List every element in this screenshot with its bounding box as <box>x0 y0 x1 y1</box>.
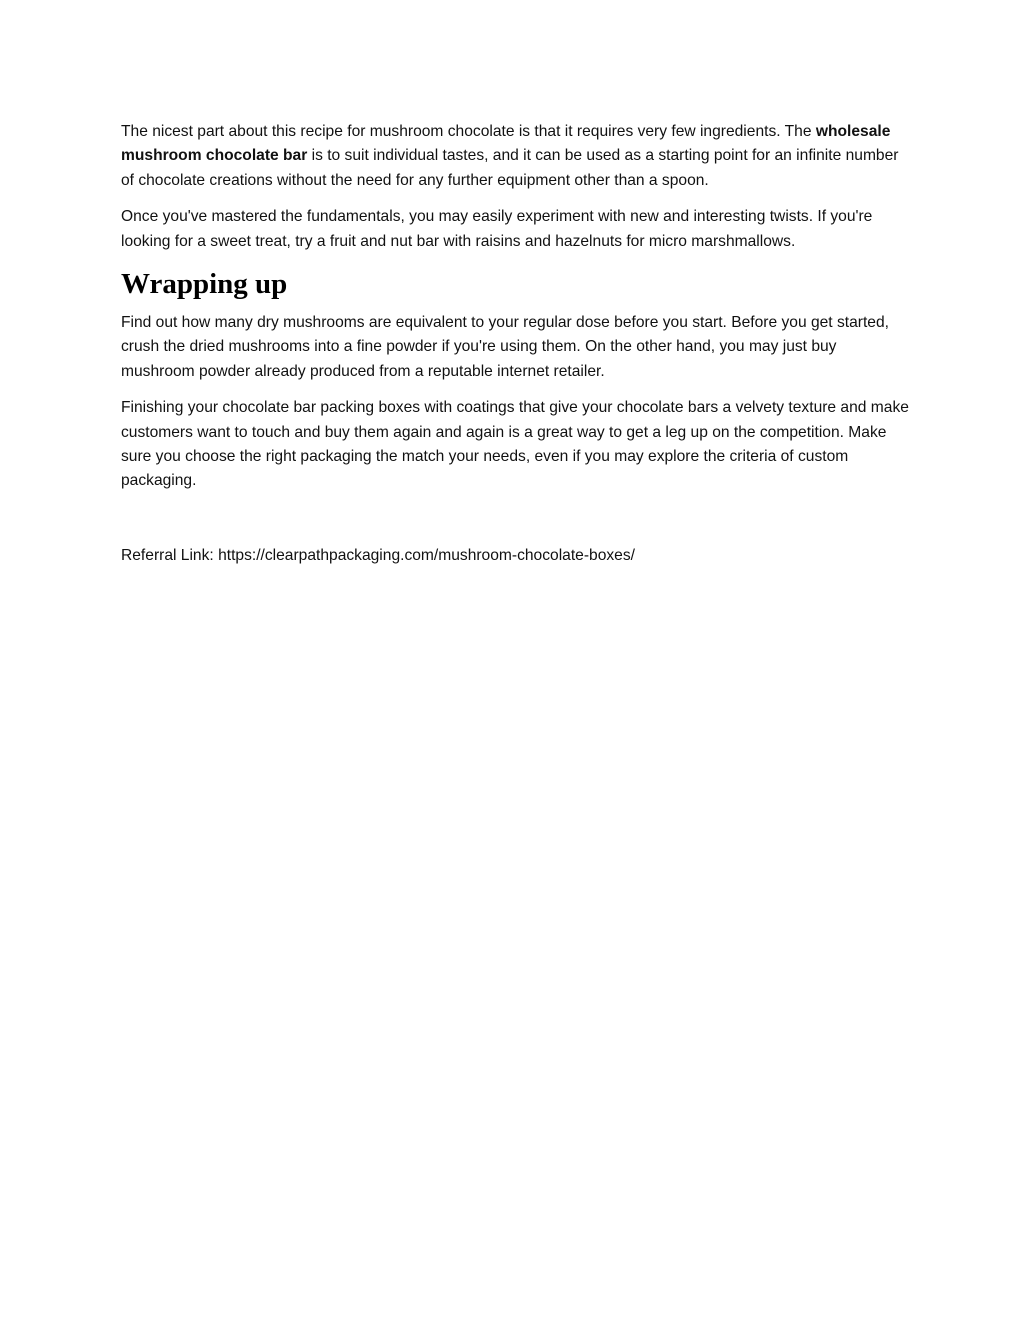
paragraph-intro-text-end: is to suit individual tastes, and it can be used as a starting point for an infinite number of chocolate creations without the need for any further equipment other than a spoon. <box>121 147 899 189</box>
paragraph-intro-text-start: The nicest part about this recipe for mushroom chocolate is that it requires very few ingredients. The <box>121 123 816 140</box>
section-heading: Wrapping up <box>121 268 288 301</box>
paragraph-intro <box>121 120 911 193</box>
paragraph-dry-mushrooms: Find out how many dry mushrooms are equivalent to your regular dose before you start. Before you get started, crush the dried mushrooms into a fine powder if you're using them. On the other hand, you may just buy mushroom powder already produced from a reputable internet retailer. <box>121 314 889 380</box>
document-body <box>121 120 911 580</box>
paragraph-fundamentals: Once you've mastered the fundamentals, you may easily experiment with new and interesting twists. If you're looking for a sweet treat, try a fruit and nut bar with raisins and hazelnuts for micro marshmallows. <box>121 208 873 250</box>
paragraph-packaging: Finishing your chocolate bar packing boxes with coatings that give your chocolate bars a velvety texture and make customers want to touch and buy them again and again is a great way to get a leg up on the competition. Make sure you choose the right packaging the match your needs, even if you may explore the criteria of custom packaging. <box>121 399 909 490</box>
bold-keyword: wholesale mushroom chocolate bar <box>121 123 891 165</box>
referral-link[interactable]: Referral Link: https://clearpathpackaging.com/mushroom-chocolate-boxes/ <box>121 546 635 564</box>
